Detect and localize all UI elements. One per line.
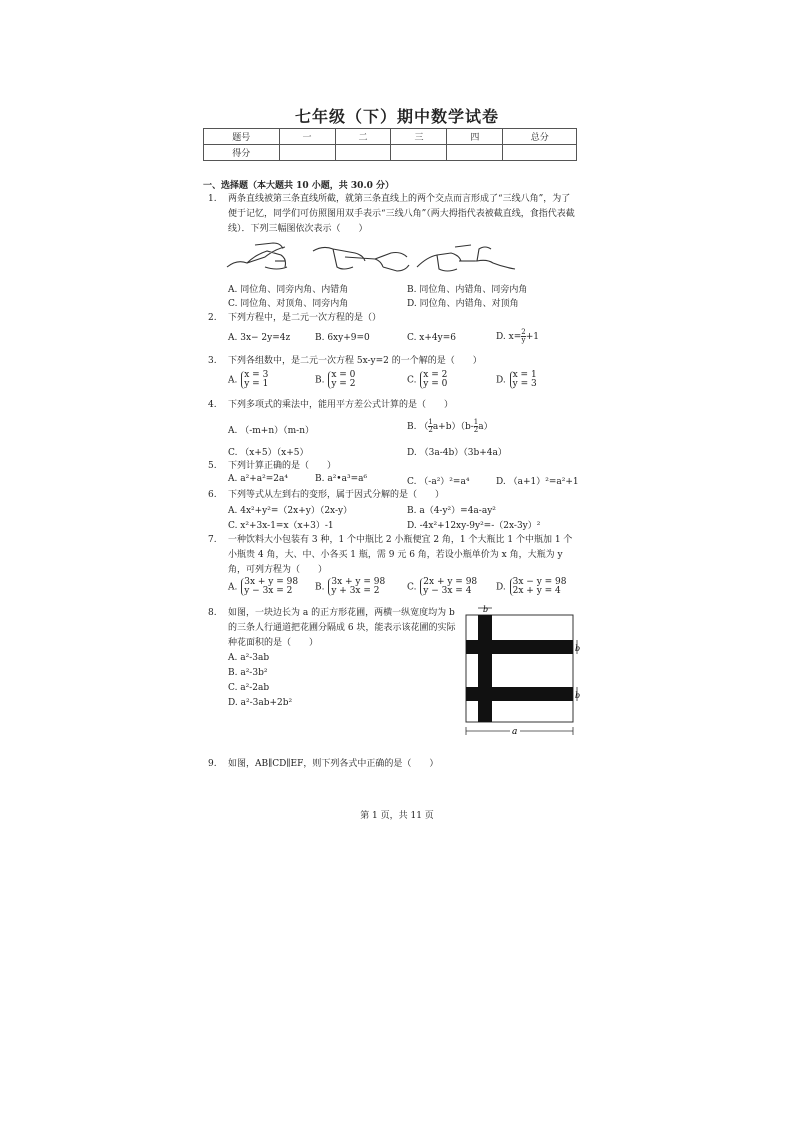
option-a: A. 4x²+y²=（2x+y）（2x-y） [228,506,353,516]
question-text: 如图，一块边长为 a 的正方形花圃，两横一纵宽度均为 b 的三条人行通道把花圃分隔成 6 块，能表示该花圃的实际种花面积的是（ ） [228,608,456,648]
option-d: D. a²-3ab+2b² [228,698,293,708]
equation-system [328,578,385,596]
equation-line: 2x + y = 4 [512,586,561,596]
equation-line: 3x − y = 98 [512,577,567,587]
table-cell [447,145,503,161]
fraction-numerator: 2 [521,328,526,336]
option-b [407,419,493,434]
equation-line: y = 1 [244,379,269,389]
equation-line: 3x + y = 98 [244,577,299,587]
option-a: A. 3x + y = 98 y − 3x = 2 [228,577,299,596]
equation-system [510,371,537,389]
equation-system [420,371,447,389]
table-cell: 题号 [204,129,280,145]
garden-figure [460,603,584,741]
option-d: D. 3x − y = 98 2x + y = 4 [496,577,567,596]
question-number: 6. [208,490,217,500]
equation-line: 2x + y = 98 [423,577,478,587]
page-footer: 第 1 页，共 11 页 [360,811,434,821]
option-a: A. a²+a²=2a⁴ [228,474,288,484]
equation-system [510,578,567,596]
table-cell: 总分 [503,129,577,145]
question-text: 一种饮料大小包装有 3 种，1 个中瓶比 2 小瓶便宜 2 角，1 个大瓶比 1 个中瓶加 1 个小瓶贵 4 角，大、中、小各买 1 瓶，需 9 元 6 角，若设小瓶单价为 x 角，大瓶为 y 角，可列方程为（ ） [228,535,573,575]
option-d: D. （a+1）²=a²+1 [496,477,579,487]
horizontal-path-2 [466,687,573,701]
equation-system [420,578,477,596]
table-cell: 四 [447,129,503,145]
option-d: D. x = 1 y = 3 [496,370,537,389]
question-text: 下列等式从左到右的变形，属于因式分解的是（ ） [228,490,445,500]
table-cell: 一 [279,129,335,145]
table-cell: 三 [391,129,447,145]
option-a: A. a²-3ab [228,653,270,663]
equation-system [241,578,298,596]
option-a: A. 3x− 2y=4z [228,333,291,343]
label-b-top: b [483,605,489,614]
equation-system [241,371,268,389]
option-d: D. -4x²+12xy-9y²=-（2x-3y）² [407,521,541,531]
option-b-prefix: B. （ [407,422,429,432]
table-row [204,145,577,161]
horizontal-path-1 [466,640,573,654]
option-c: C. （-a²）²=a⁴ [407,477,470,487]
option-d: D. 同位角、内错角、对顶角 [407,299,519,309]
option-d-prefix: D. x= [496,332,522,342]
section-heading: 一、选择题（本大题共 10 小题，共 30.0 分） [203,181,394,191]
equation-line: y + 3x = 2 [331,586,380,596]
option-c: C. 同位角、对顶角、同旁内角 [228,299,349,309]
option-b-suffix: a） [478,422,493,432]
option-d [496,329,539,344]
equation-line: x = 3 [244,370,269,380]
option-c: C. x = 2 y = 0 [407,370,448,389]
option-c: C. 2x + y = 98 y − 3x = 4 [407,577,478,596]
table-cell [279,145,335,161]
equation-line: y = 2 [331,379,356,389]
option-c: C. a²-2ab [228,683,270,693]
score-table [203,128,577,161]
table-cell [503,145,577,161]
option-b: B. a（4-y²）=4a-ay² [407,506,496,516]
fraction-denominator: y [521,336,526,344]
option-d-suffix: +1 [525,332,539,342]
fraction: $\frac{1}{2}$ [428,418,433,434]
question-number: 3. [208,356,217,366]
equation-line: x = 2 [423,370,448,380]
equation-line: y − 3x = 4 [423,586,472,596]
question-number: 1. [208,194,217,204]
equation-line: 3x + y = 98 [331,577,386,587]
equation-line: x = 0 [331,370,356,380]
question-number: 7. [208,535,217,545]
question-number: 4. [208,400,217,410]
equation-line: y = 3 [512,379,537,389]
option-a: A. 同位角、同旁内角、内错角 [228,285,349,295]
option-a: A. x = 3 y = 1 [228,370,269,389]
hands-illustration [225,237,517,277]
equation-line: x = 1 [512,370,537,380]
option-c: C. （x+5）（x+5） [228,448,309,458]
question-number: 5. [208,461,217,471]
option-b: B. 6xy+9=0 [315,333,370,343]
option-b: B. 同位角、内错角、同旁内角 [407,285,528,295]
option-b: B. x = 0 y = 2 [315,370,356,389]
option-b-middle: a+b）（b- [432,422,474,432]
option-c: C. x+4y=6 [407,333,456,343]
table-cell [335,145,391,161]
label-b-2: b [575,691,581,700]
equation-line: y − 3x = 2 [244,586,293,596]
table-cell [391,145,447,161]
question-number: 2. [208,313,217,323]
question-text: 下列多项式的乘法中，能用平方差公式计算的是（ ） [228,400,454,410]
option-b: B. a²•a³=a⁶ [315,474,368,484]
table-cell: 得分 [204,145,280,161]
hand-figure-2 [313,247,409,271]
question-text: 两条直线被第三条直线所截，就第三条直线上的两个交点而言形成了“三线八角”，为了便于记忆，同学们可仿照图用双手表示“三线八角”（两大拇指代表被截直线，食指代表截线）．下列三幅图依次表示（ ） [228,194,575,234]
question-text: 下列方程中，是二元一次方程的是（） [228,313,382,323]
fraction: $\frac{1}{2}$ [473,418,479,434]
question-text: 下列各组数中，是二元一次方程 5x-y=2 的一个解的是（ ） [228,356,482,366]
equation-line: y = 0 [423,379,448,389]
option-c: C. x²+3x-1=x（x+3）-1 [228,521,334,531]
question-number: 9. [208,759,217,769]
table-row [204,129,577,145]
page-title: 七年级（下）期中数学试卷 [294,107,499,126]
label-a: a [512,727,518,737]
question-number: 8. [208,608,217,618]
question-text: 下列计算正确的是（ ） [228,461,337,471]
table-cell: 二 [335,129,391,145]
question-text: 如图，AB∥CD∥EF，则下列各式中正确的是（ ） [228,759,439,769]
hand-figure-1 [227,243,287,269]
option-d: D. （3a-4b）（3b+4a） [407,448,507,458]
equation-system [328,371,355,389]
hand-figure-3 [417,245,515,271]
option-a: A. （-m+n）（m-n） [228,426,315,436]
option-b: B. 3x + y = 98 y + 3x = 2 [315,577,386,596]
vertical-path [478,615,492,722]
option-b: B. a²-3b² [228,668,268,678]
label-b-1: b [575,644,581,653]
